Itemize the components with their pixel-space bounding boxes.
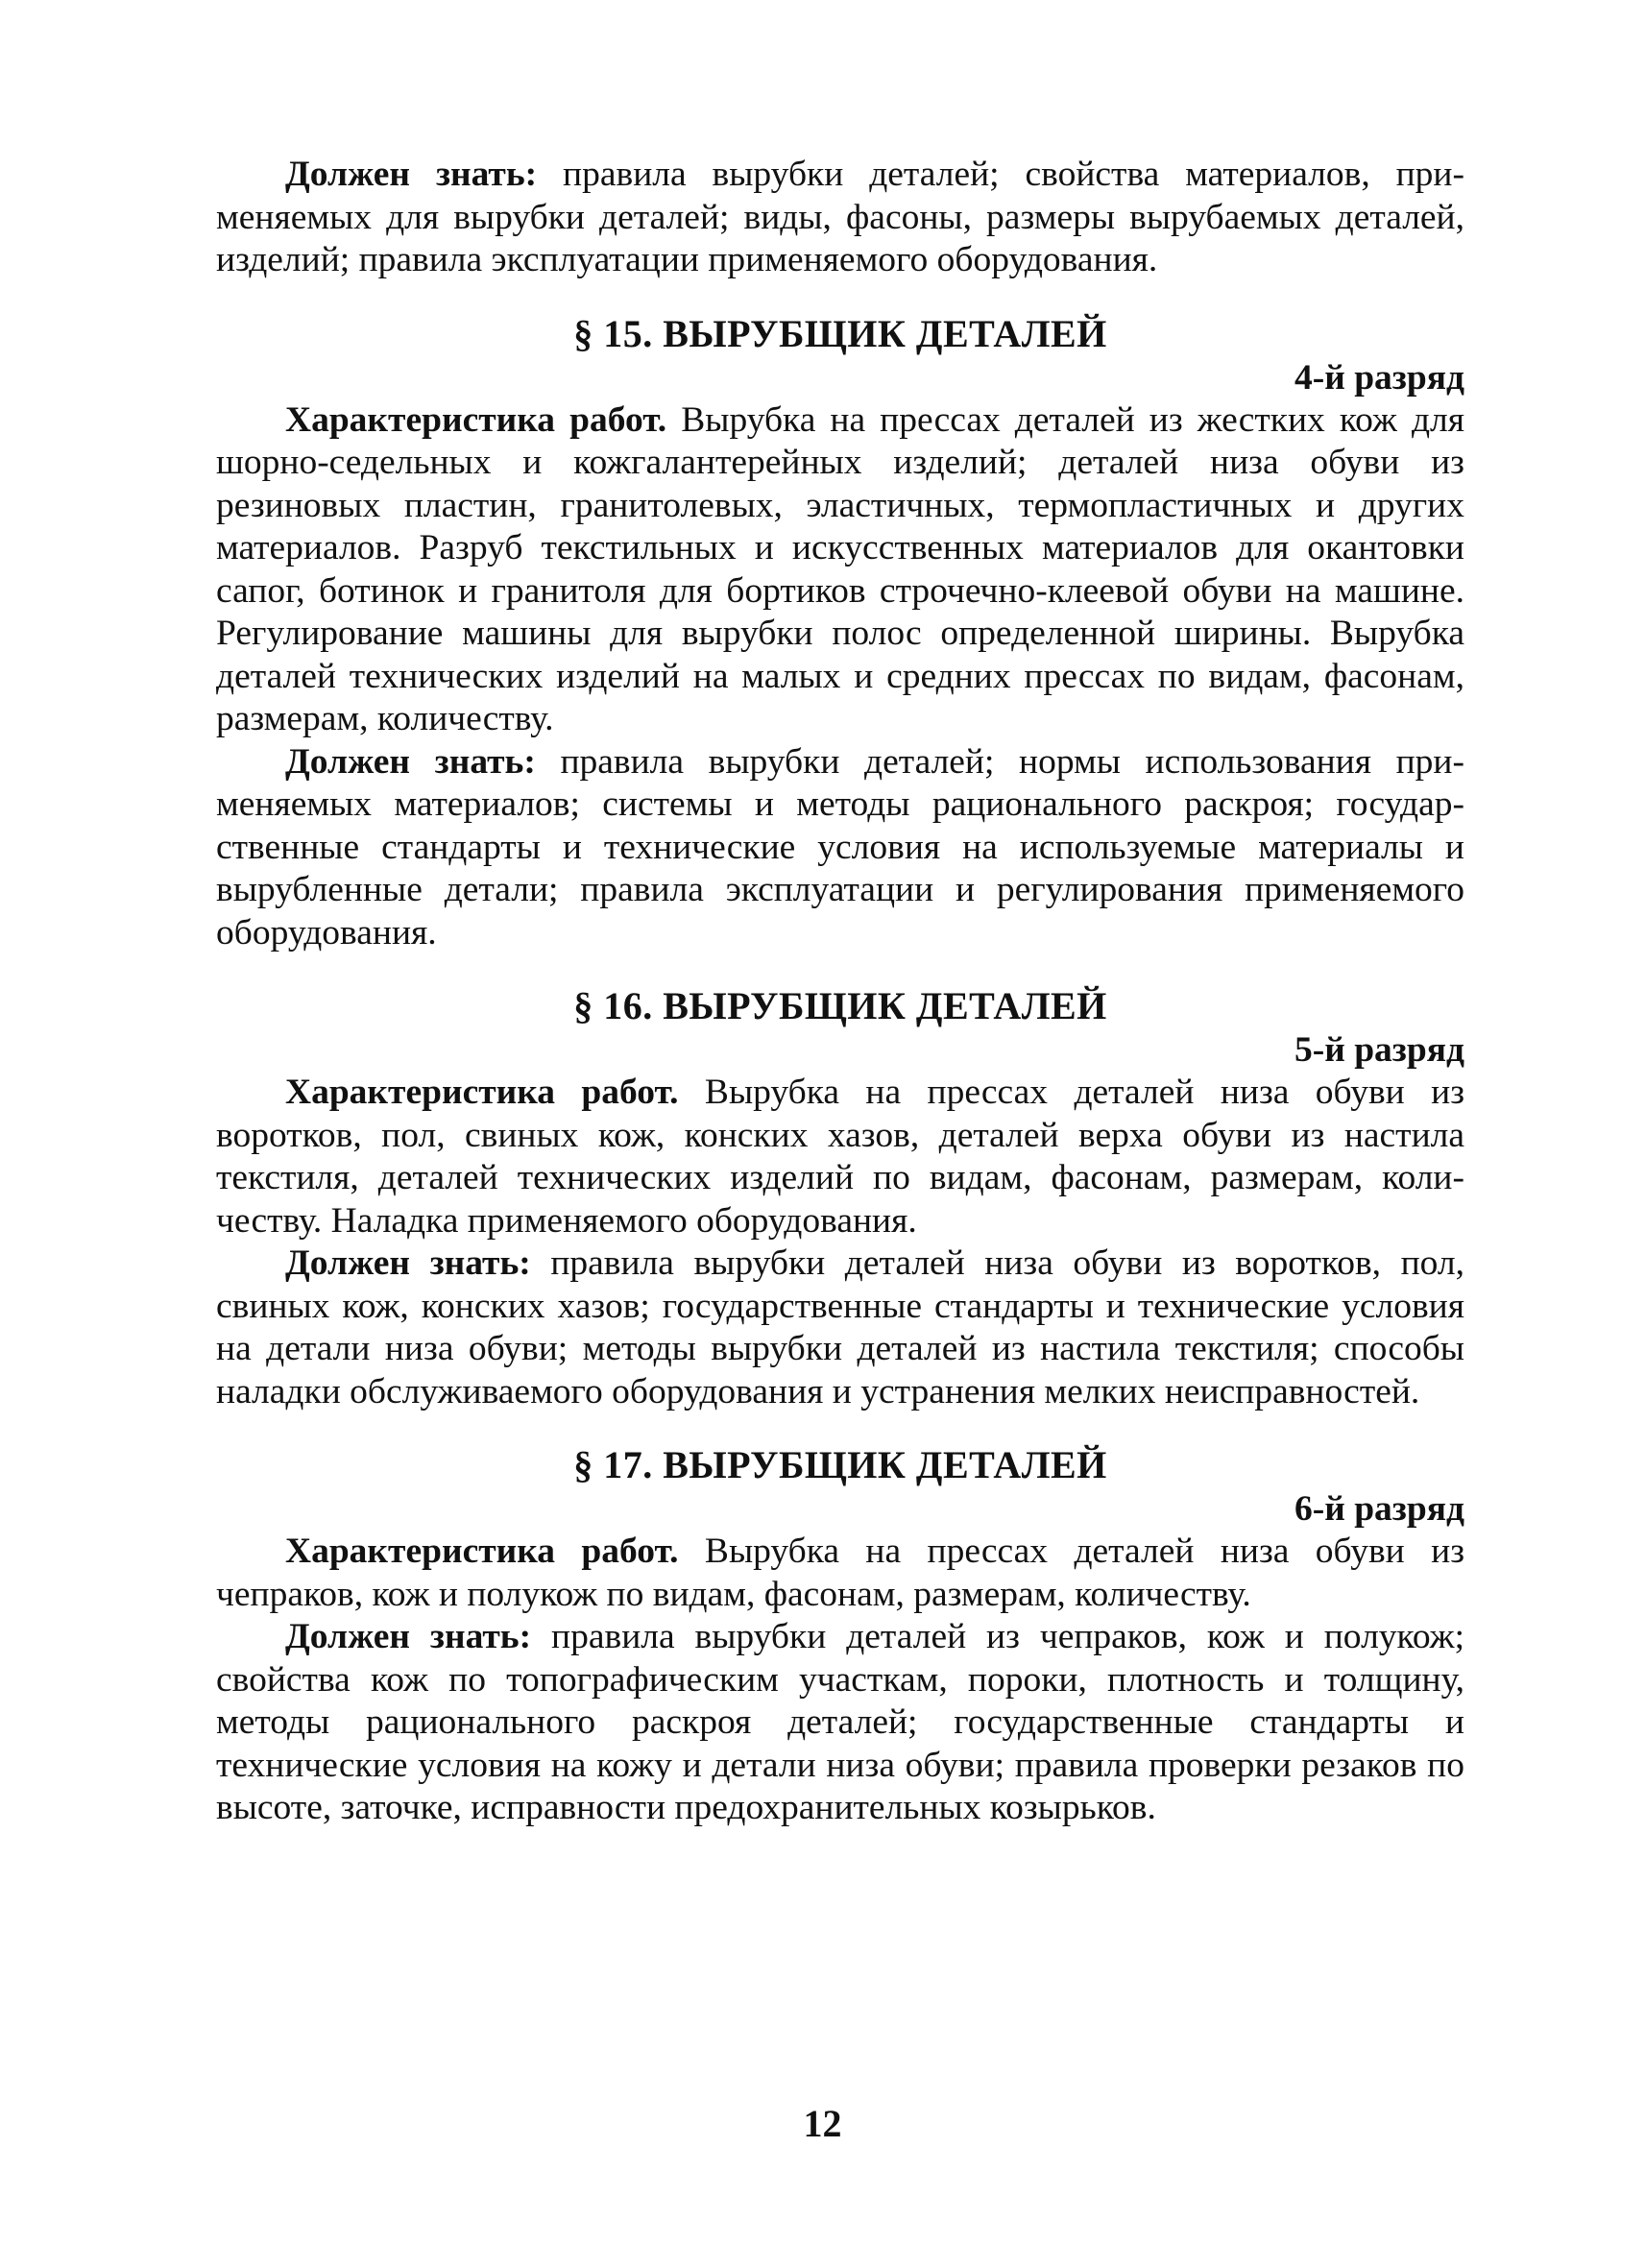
work-text: Вырубка на прессах деталей низа обуви из воротков, пол, свиных кож, конских хазов, деталей верха обуви из настила текстиля, деталей технических изделий по видам, фасонам, размерам, количеству. Наладка применяемого оборудования. (216, 1073, 1465, 1241)
work-lead: Характеристика работ. (285, 1532, 679, 1571)
knowledge-paragraph (216, 1243, 1464, 1413)
work-lead: Характеристика работ. (285, 1073, 679, 1112)
work-characteristics-paragraph (216, 399, 1464, 741)
know-lead: Должен знать: (285, 741, 536, 782)
section-heading: § 15. ВЫРУБЩИК ДЕТАЛЕЙ (573, 311, 1107, 355)
intro-paragraph (216, 154, 1464, 282)
section-15 (216, 311, 1464, 955)
section-heading: § 17. ВЫРУБЩИК ДЕТАЛЕЙ (573, 1443, 1107, 1486)
know-text: правила вырубки деталей; нормы использования применяемых материалов; системы и методы рационального раскроя; государственные стандарты и технические условия на используемые материалы и вырубленные детали; правила эксплуатации и регулирования применяемого оборудования. (216, 741, 1464, 953)
intro-lead: Должен знать: (285, 155, 538, 194)
knowledge-paragraph (216, 1616, 1464, 1830)
section-heading: § 16. ВЫРУБЩИК ДЕТАЛЕЙ (573, 984, 1107, 1027)
section-16 (216, 983, 1464, 1413)
know-text: правила вырубки деталей низа обуви из воротков, пол, свиных кож, конских хазов; государственные стандарты и технические условия на детали низа обуви; методы вырубки деталей из настила текстиля; способы наладки обслуживаемого оборудования и устранения мелких неисправностей. (216, 1243, 1464, 1411)
grade-label: 4-й разряд (1294, 357, 1464, 398)
intro-text: правила вырубки деталей; свойства материалов, применяемых для вырубки деталей; виды, фасоны, размеры вырубаемых деталей, изделий; правила эксплуатации применяемого оборудования. (216, 155, 1464, 279)
knowledge-paragraph (216, 741, 1464, 955)
grade-label: 6-й разряд (1294, 1489, 1464, 1529)
know-lead: Должен знать: (285, 1243, 531, 1283)
work-characteristics-paragraph (216, 1531, 1464, 1616)
page-number: 12 (803, 2102, 842, 2145)
section-17 (216, 1442, 1464, 1830)
work-lead: Характеристика работ. (285, 399, 667, 440)
work-text: Вырубка на прессах деталей из жестких кож для шорно-седельных и кожгалантерейных изделий; деталей низа обуви из резиновых пластин, гранитолевых, эластичных, термопластичных и других материалов. Разруб текстильных и искусственных материалов для окантовки сапог, ботинок и гранитоля для бортиков строчечно-клеевой обуви на машине. Регулирование машины для вырубки полос определенной ширины. Вырубка деталей технических изделий на малых и средних прессах по видам, фасонам, размерам, количеству. (216, 399, 1464, 738)
know-lead: Должен знать: (285, 1617, 532, 1656)
work-text: Вырубка на прессах деталей низа обуви из чепраков, кож и полукож по видам, фасонам, размерам, количеству. (216, 1532, 1465, 1614)
document-page (216, 154, 1464, 1830)
know-text: правила вырубки деталей из чепраков, кож и полукож; свойства кож по топографическим участкам, пороки, плотность и толщину, методы рационального раскроя деталей; государственные стандарты и технические условия на кожу и детали низа обуви; правила проверки резаков по высоте, заточке, исправности предохранительных козырьков. (216, 1617, 1464, 1827)
grade-label: 5-й разряд (1294, 1030, 1464, 1070)
work-characteristics-paragraph (216, 1072, 1464, 1243)
